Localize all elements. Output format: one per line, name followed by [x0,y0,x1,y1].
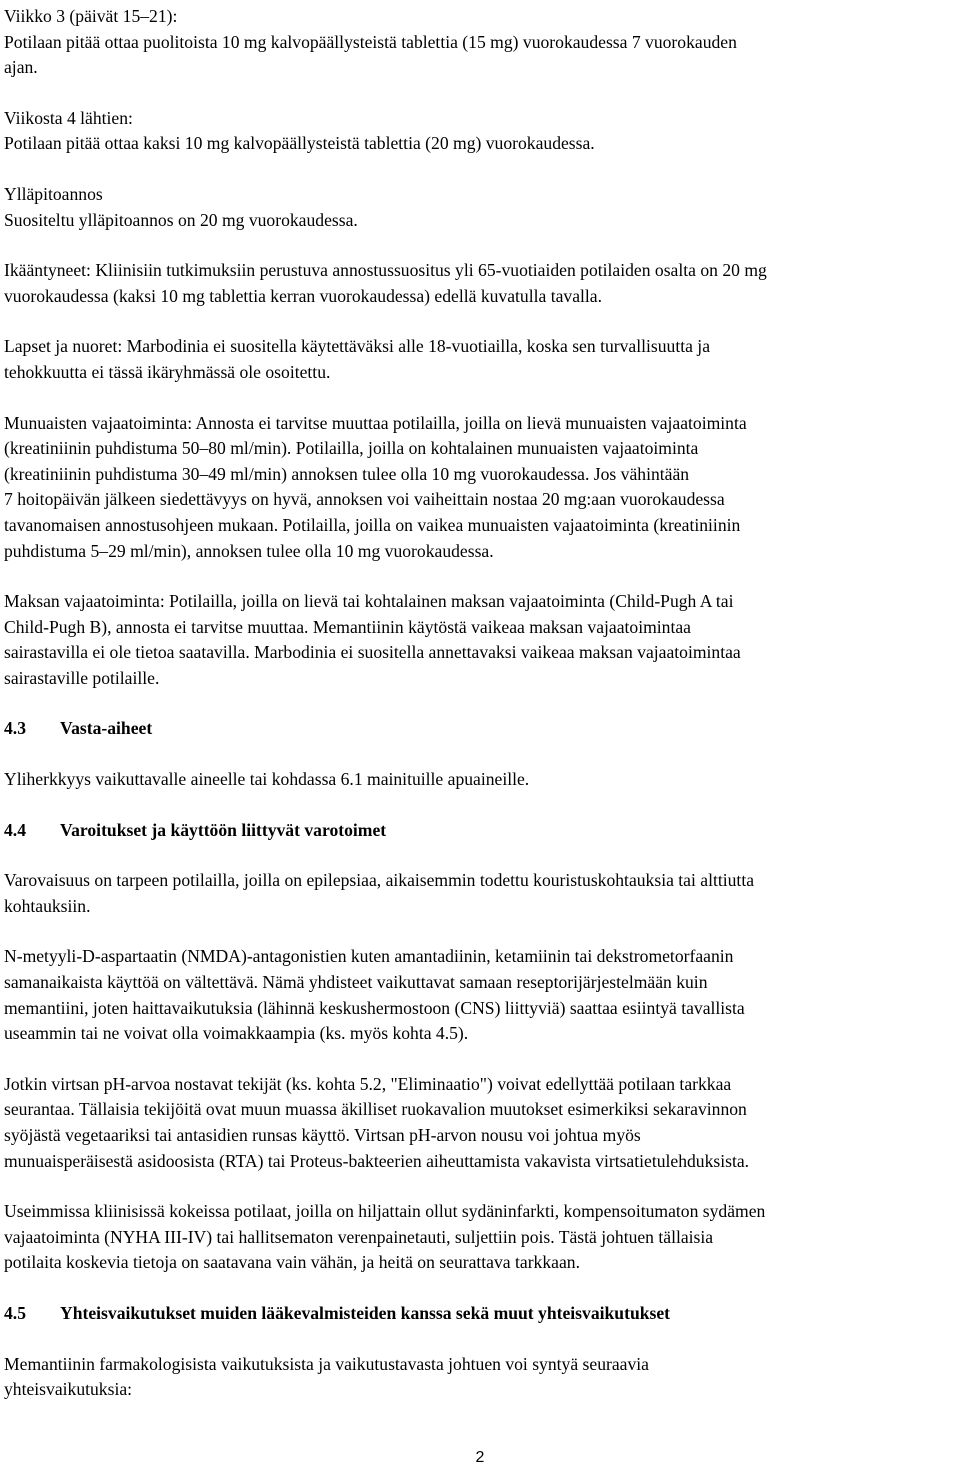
renal-line: (kreatiniinin puhdistuma 50–80 ml/min). Potilailla, joilla on kohtalainen munuaisten vajaatoiminta [4,438,699,459]
warnings-paragraph-4 [4,1199,956,1276]
warnings-line: potilaita koskevia tietoja on saatavana vain vähän, ja heitä on seurattava tarkkaan. [4,1252,580,1273]
warnings-paragraph-2 [4,944,956,1046]
warnings-line: seurantaa. Tällaisia tekijöitä ovat muun muassa äkilliset ruokavalion muutokset esimerkiksi sekaravinnon [4,1099,747,1120]
maintenance-title: Ylläpitoannos [4,183,103,204]
section-number: 4.3 [4,718,26,739]
week3-text-line1: Potilaan pitää ottaa puolitoista 10 mg kalvopäällysteistä tablettia (15 mg) vuorokaudessa 7 vuorokauden [4,31,737,52]
maintenance-text: Suositeltu ylläpitoannos on 20 mg vuorokaudessa. [4,209,358,230]
hepatic-paragraph [4,589,956,691]
week3-block [4,4,956,81]
week3-text-line2: ajan. [4,57,38,78]
section-number: 4.5 [4,1302,26,1323]
warnings-line: memantiini, joten haittavaikutuksia (lähinnä keskushermostoon (CNS) liittyviä) saattaa esiintyä tavallista [4,997,745,1018]
contraindications-text: Yliherkkyys vaikuttavalle aineelle tai kohdassa 6.1 mainituille apuaineille. [4,769,530,790]
elderly-line: Ikääntyneet: Kliinisiin tutkimuksiin perustuva annostussuositus yli 65-vuotiaiden potilaiden osalta on 20 mg [4,260,767,281]
section-title: Yhteisvaikutukset muiden lääkevalmisteiden kanssa sekä muut yhteisvaikutukset [60,1302,671,1323]
warnings-line: N-metyyli-D-aspartaatin (NMDA)-antagonistien kuten amantadiinin, ketamiinin tai dekstrometorfaanin [4,946,734,967]
renal-line: tavanomaisen annostusohjeen mukaan. Potilailla, joilla on vaikea munuaisten vajaatoiminta (kreatiniinin [4,514,741,535]
warnings-line: Useimmissa kliinisissä kokeissa potilaat, joilla on hiljattain ollut sydäninfarkti, kompensoitumaton sydämen [4,1201,766,1222]
interactions-paragraph [4,1352,956,1403]
section-heading-4-5 [4,1301,956,1327]
hepatic-line: sairastavilla ei ole tietoa saatavilla. Marbodinia ei suositella annettavaksi vaikeaa maksan vajaatoimintaa [4,642,741,663]
children-line: tehokkuutta ei tässä ikäryhmässä ole osoitettu. [4,361,331,382]
elderly-line: vuorokaudessa (kaksi 10 mg tablettia kerran vuorokaudessa) edellä kuvatulla tavalla. [4,285,602,306]
warnings-paragraph-3 [4,1072,956,1174]
maintenance-block [4,182,956,233]
renal-paragraph [4,411,956,565]
week3-title: Viikko 3 (päivät 15–21): [4,6,178,26]
elderly-paragraph [4,258,956,309]
warnings-line: vajaatoiminta (NYHA III-IV) tai hallitsematon verenpainetauti, suljettiin pois. Tästä johtuen tällaisia [4,1226,714,1247]
section-title: Varoitukset ja käyttöön liittyvät varotoimet [60,819,387,840]
renal-line: puhdistuma 5–29 ml/min), annoksen tulee olla 10 mg vuorokaudessa. [4,540,494,561]
interactions-line: yhteisvaikutuksia: [4,1379,133,1400]
section-heading-4-3 [4,716,956,742]
warnings-line: syöjästä vegetaariksi tai antasidien runsas käyttö. Virtsan pH-arvon nousu voi johtua myös [4,1125,641,1145]
hepatic-line: Child-Pugh B), annosta ei tarvitse muuttaa. Memantiinin käytöstä vaikeaa maksan vajaatoimintaa [4,616,691,637]
warnings-line: useammin tai ne voivat olla voimakkaampia (ks. myös kohta 4.5). [4,1023,469,1044]
warnings-line: samanaikaista käyttöä on vältettävä. Nämä yhdisteet vaikuttavat samaan reseptorijärjestelmään kuin [4,972,708,993]
week4-text: Potilaan pitää ottaa kaksi 10 mg kalvopäällysteistä tablettia (20 mg) vuorokaudessa. [4,133,595,154]
renal-line: 7 hoitopäivän jälkeen siedettävyys on hyvä, annoksen voi vaiheittain nostaa 20 mg:aan vuorokaudessa [4,489,725,510]
renal-line: (kreatiniinin puhdistuma 30–49 ml/min) annoksen tulee olla 10 mg vuorokaudessa. Jos vähintään [4,463,690,484]
warnings-line: kohtauksiin. [4,895,91,916]
week4-title: Viikosta 4 lähtien: [4,107,133,128]
warnings-paragraph-1 [4,868,956,919]
week4-block [4,106,956,157]
hepatic-line: sairastaville potilaille. [4,667,160,688]
interactions-line: Memantiinin farmakologisista vaikutuksista ja vaikutustavasta johtuen voi syntyä seuraavia [4,1353,649,1374]
hepatic-line: Maksan vajaatoiminta: Potilailla, joilla on lievä tai kohtalainen maksan vajaatoiminta (Child-Pugh A tai [4,591,734,612]
page-number: 2 [475,1449,485,1466]
document-page [4,4,956,1403]
section-heading-4-4 [4,818,956,844]
warnings-line: Varovaisuus on tarpeen potilailla, joilla on epilepsiaa, aikaisemmin todettu kouristuskohtauksia tai alttiutta [4,870,755,891]
renal-line: Munuaisten vajaatoiminta: Annosta ei tarvitse muuttaa potilailla, joilla on lievä munuaisten vajaatoiminta [4,412,747,433]
children-paragraph [4,334,956,385]
section-title: Vasta-aiheet [60,718,153,739]
children-line: Lapset ja nuoret: Marbodinia ei suositella käytettäväksi alle 18-vuotiailla, koska sen turvallisuutta ja [4,336,711,357]
section-number: 4.4 [4,819,26,840]
warnings-line: Jotkin virtsan pH-arvoa nostavat tekijät (ks. kohta 5.2, "Eliminaatio") voivat edellyttää potilaan tarkkaa [4,1073,732,1094]
warnings-line: munuaisperäisestä asidoosista (RTA) tai Proteus-bakteerien aiheuttamista vakavista virtsatietulehduksista. [4,1150,750,1171]
